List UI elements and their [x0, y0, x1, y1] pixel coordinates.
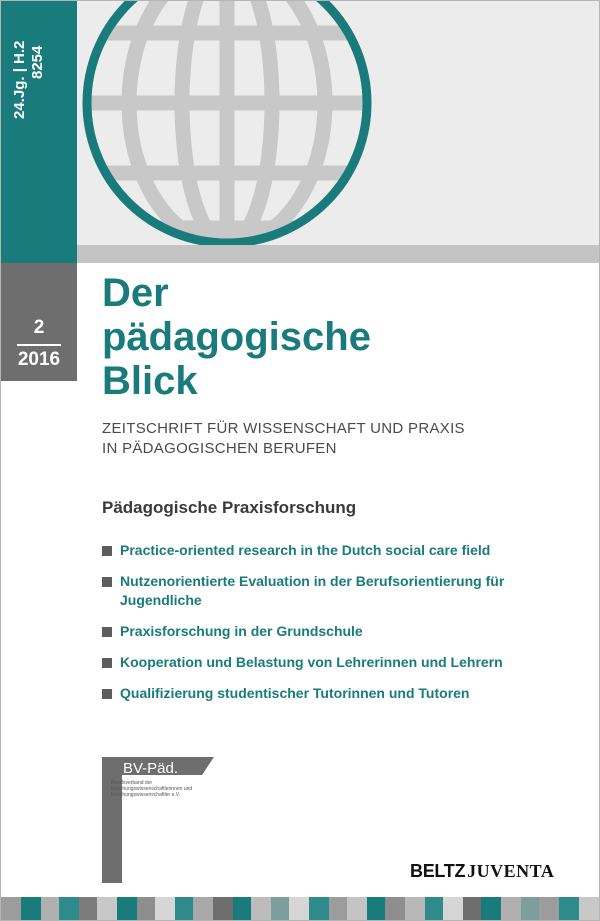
subtitle-line-1: ZEITSCHRIFT FÜR WISSENSCHAFT UND PRAXIS [102, 420, 465, 437]
title-line-1: Der [102, 271, 169, 315]
publisher-juventa: JUVENTA [467, 861, 555, 881]
color-stripe [1, 897, 599, 920]
article-item [102, 541, 572, 560]
article-item [102, 684, 572, 703]
article-title: Kooperation und Belastung von Lehrerinnen und Lehrern [120, 654, 503, 670]
journal-title [102, 271, 371, 403]
square-bullet-icon [102, 577, 112, 587]
issue-box [1, 263, 77, 381]
volume-spine [1, 1, 77, 263]
article-list [102, 541, 572, 703]
subtitle-line-2: IN PÄDAGOGISCHEN BERUFEN [102, 440, 337, 457]
issue-theme: Pädagogische Praxisforschung [102, 498, 357, 517]
article-title: Practice-oriented research in the Dutch social care field [120, 542, 491, 558]
bvpaed-description: Berufsverband der Erziehungswissenschaftlerinnen und Erziehungswissenschaftler e.V. [111, 780, 193, 798]
volume-issue-label: 24.Jg. | H.2 [11, 40, 28, 119]
square-bullet-icon [102, 658, 112, 668]
square-bullet-icon [102, 689, 112, 699]
journal-subtitle [102, 419, 465, 459]
title-line-3: Blick [102, 359, 198, 403]
bvpaed-name: BV-Päd. [123, 760, 179, 777]
issue-number: 2 [33, 317, 45, 338]
article-title: Nutzenorientierte Evaluation in der Berufsorientierung für Jugendliche [120, 573, 505, 608]
issue-divider [17, 344, 61, 346]
article-item [102, 572, 572, 610]
globe-icon [79, 0, 375, 263]
issue-year: 2016 [17, 349, 61, 370]
square-bullet-icon [102, 627, 112, 637]
article-item [102, 622, 572, 641]
title-line-2: pädagogische [102, 315, 371, 359]
article-title: Praxisforschung in der Grundschule [120, 623, 363, 639]
publisher-logo [410, 861, 554, 882]
square-bullet-icon [102, 546, 112, 556]
article-title: Qualifizierung studentischer Tutorinnen und Tutoren [120, 685, 470, 701]
publisher-beltz: BELTZ [410, 861, 466, 881]
volume-info [11, 9, 71, 129]
header-divider-bar [77, 245, 599, 263]
article-item [102, 653, 572, 672]
journal-code: 8254 [29, 45, 46, 79]
